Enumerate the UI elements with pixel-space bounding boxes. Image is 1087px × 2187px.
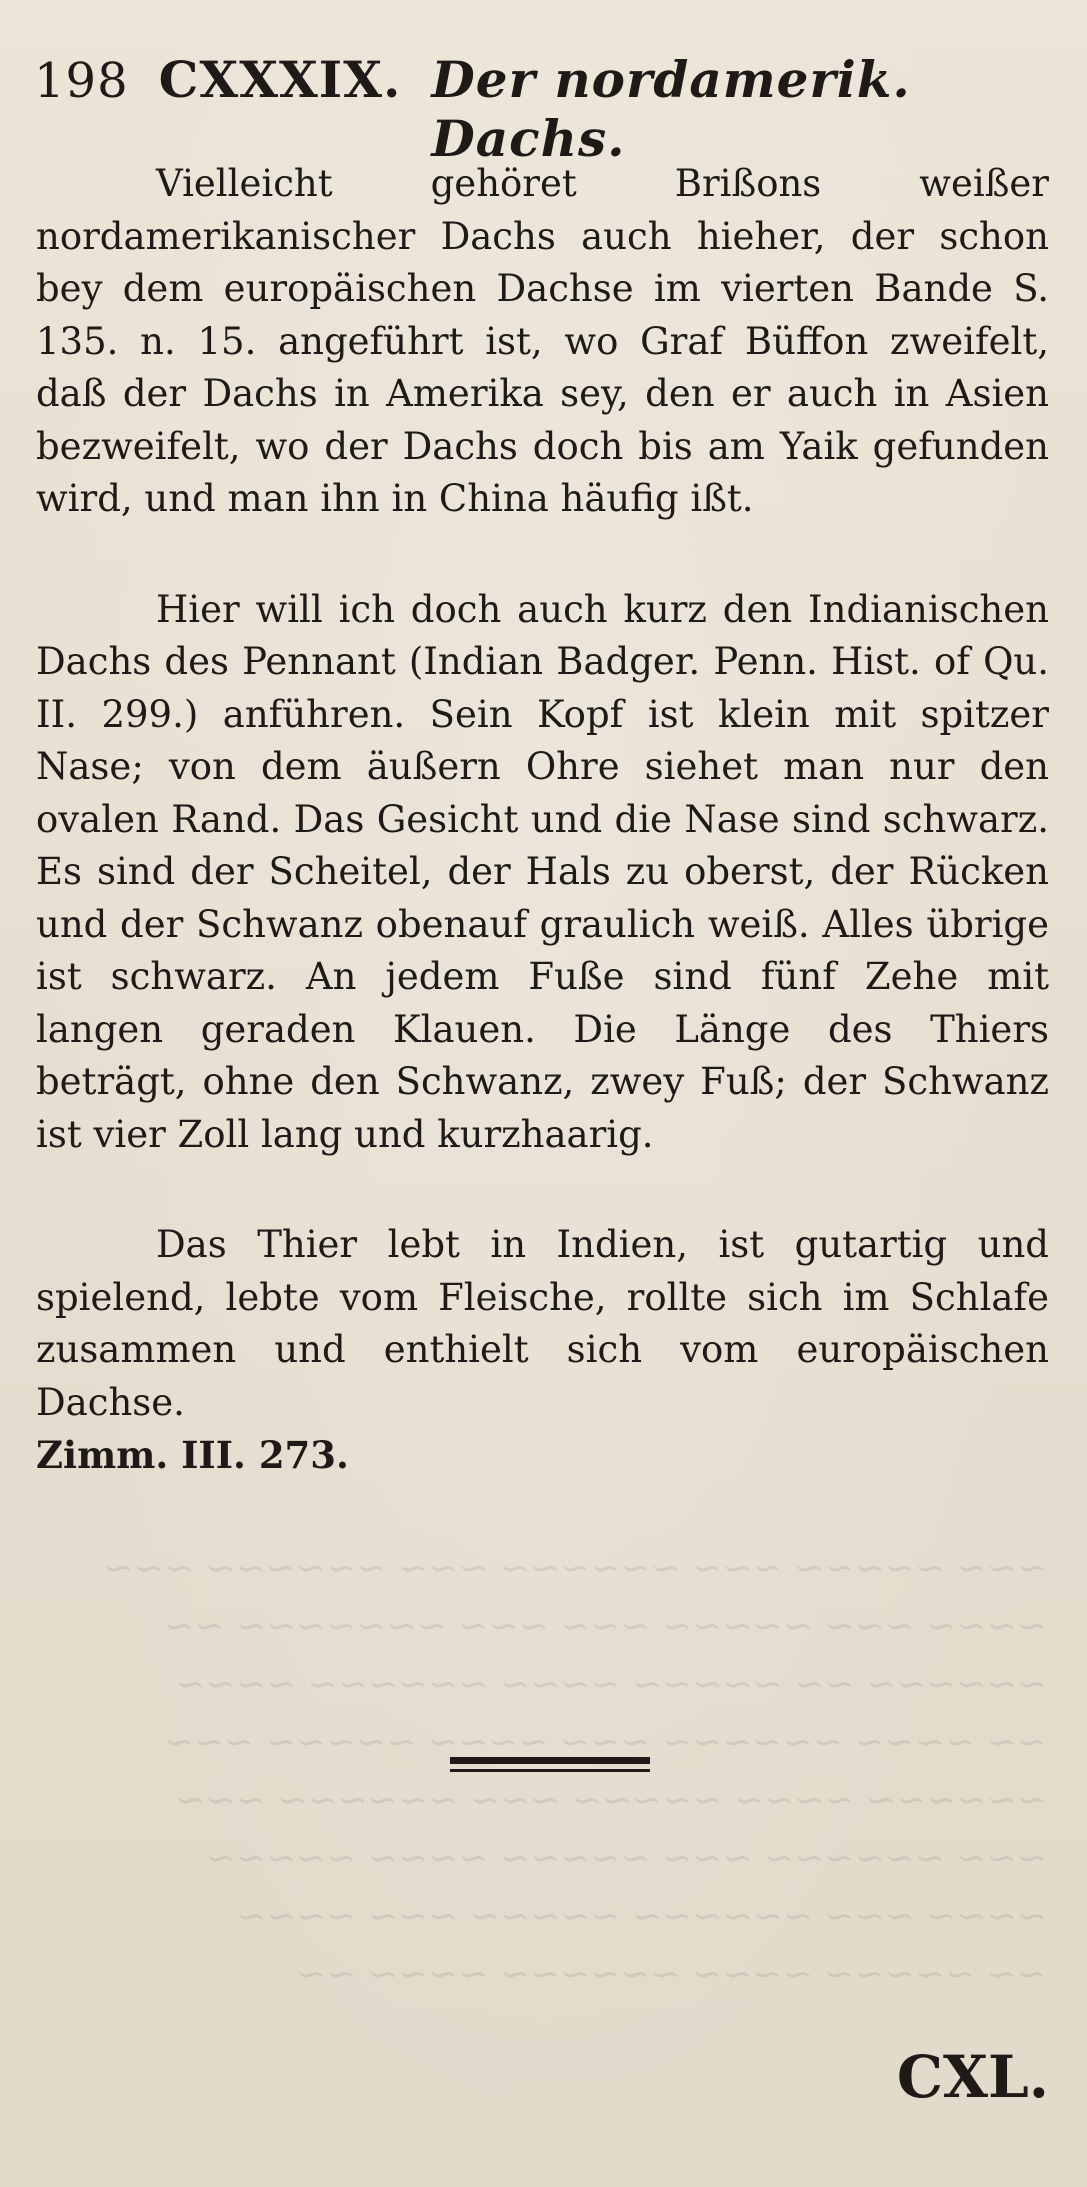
paragraph-habits: Das Thier lebt in Indien, ist gutartig und spielend, lebte vom Fleische, rollte sich im Schlafe zusammen und enthielt sich vom europäischen Dachse. Zimm. III. 273. xyxy=(36,1223,1049,1477)
catchword: CXL. xyxy=(896,2043,1049,2111)
citation-reference: Zimm. III. 273. xyxy=(36,1433,349,1477)
running-header xyxy=(34,50,1047,168)
paragraph-brisson: Vielleicht gehöret Brißons weißer nordamerikanischer Dachs auch hieher, der schon bey dem europäischen Dachse im vierten Bande S. 135. n. 15. angeführt ist, wo Graf Büffon zweifelt, daß der Dachs in Amerika sey, den er auch in Asien bezweifelt, wo der Dachs doch bis am Yaik gefunden wird, und man ihn in China häufig ißt. xyxy=(36,162,1049,520)
paragraph-indian-badger: Hier will ich doch auch kurz den Indianischen Dachs des Pennant (Indian Badger. Penn. Hist. of Qu. II. 299.) anführen. Sein Kopf ist klein mit spitzer Nase; von dem äußern Ohre siehet man nur den ovalen Rand. Das Gesicht und die Nase sind schwarz. Es sind der Scheitel, der Hals zu oberst, der Rücken und der Schwanz obenauf graulich weiß. Alles übrige ist schwarz. An jedem Fuße sind fünf Zehe mit langen geraden Klauen. Die Länge des Thiers beträgt, ohne den Schwanz, zwey Fuß; der Schwanz ist vier Zoll lang und kurzhaarig. xyxy=(36,587,1049,1156)
section-divider xyxy=(450,1757,650,1772)
main-text xyxy=(36,158,1049,1483)
chapter-number: CXXXIX. xyxy=(158,50,402,109)
divider-thin-line xyxy=(450,1769,650,1772)
page-number: 198 xyxy=(34,53,129,109)
running-title: Der nordamerik. Dachs. xyxy=(431,50,911,168)
show-through-text: ~~~ ~~~~~ ~~~ ~~~~~~ ~~~ ~~~~~~ ~~~ ~~~~ ~~~ ~~~~~ ~~~ ~~~ ~~~~~~~ ~~ ~~~~~~ ~~ ~~~~~ ~~~~ ~~~~~~ ~~~~ ~~ ~~~~ ~~~~~~ ~~~ ~~~~ ~~~~~ ~~~ ~~~~~~ ~~~~ ~~~~~ ~~~ ~~~~~~ ~~~ ~~~ ~~~~~~ ~~~ ~~~~~ ~~~~ ~~~~~ ~~~~ ~~~ ~~~~~~ ~~~~~ ~~~ ~~~~ ~~ ~~~~~ ~~~~ ~~~~~~ ~~~~ ~~ xyxy=(103,1548,1047,1995)
divider-thick-line xyxy=(450,1757,650,1764)
